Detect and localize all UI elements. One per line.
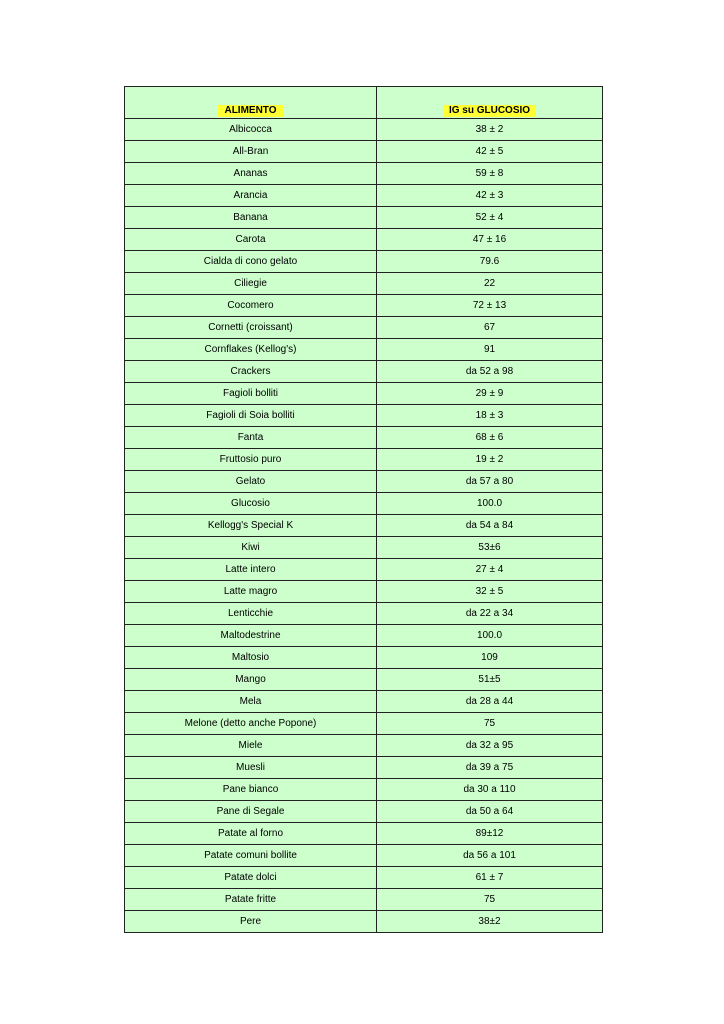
gi-value-cell: 47 ± 16 xyxy=(377,229,603,251)
food-name-cell: Pere xyxy=(125,911,377,933)
table-row xyxy=(125,449,603,471)
gi-value-cell: da 39 a 75 xyxy=(377,757,603,779)
table-row xyxy=(125,339,603,361)
gi-value-cell: da 30 a 110 xyxy=(377,779,603,801)
table-row xyxy=(125,427,603,449)
food-name-cell: Banana xyxy=(125,207,377,229)
glycemic-index-table xyxy=(124,86,603,933)
gi-value-cell: 79.6 xyxy=(377,251,603,273)
header-gi-label: IG su GLUCOSIO xyxy=(443,105,536,117)
food-name-cell: Maltosio xyxy=(125,647,377,669)
table-row xyxy=(125,603,603,625)
food-name-cell: Latte magro xyxy=(125,581,377,603)
gi-value-cell: 51±5 xyxy=(377,669,603,691)
table-row xyxy=(125,669,603,691)
header-cell-food xyxy=(125,87,377,119)
food-name-cell: Miele xyxy=(125,735,377,757)
gi-value-cell: 18 ± 3 xyxy=(377,405,603,427)
header-cell-gi xyxy=(377,87,603,119)
table-row xyxy=(125,163,603,185)
table-row xyxy=(125,559,603,581)
table-row xyxy=(125,471,603,493)
gi-value-cell: 61 ± 7 xyxy=(377,867,603,889)
table-row xyxy=(125,867,603,889)
table-row xyxy=(125,625,603,647)
table-row xyxy=(125,911,603,933)
food-name-cell: Muesli xyxy=(125,757,377,779)
food-name-cell: Albicocca xyxy=(125,119,377,141)
gi-value-cell: 38 ± 2 xyxy=(377,119,603,141)
food-name-cell: Patate al forno xyxy=(125,823,377,845)
table-row xyxy=(125,273,603,295)
table-row xyxy=(125,405,603,427)
table-body xyxy=(125,119,603,933)
gi-value-cell: 75 xyxy=(377,889,603,911)
food-name-cell: Fagioli bolliti xyxy=(125,383,377,405)
food-name-cell: All-Bran xyxy=(125,141,377,163)
table-row xyxy=(125,713,603,735)
table-row xyxy=(125,581,603,603)
gi-value-cell: 67 xyxy=(377,317,603,339)
table-row xyxy=(125,207,603,229)
food-name-cell: Fruttosio puro xyxy=(125,449,377,471)
table-row xyxy=(125,185,603,207)
food-name-cell: Patate fritte xyxy=(125,889,377,911)
table-row xyxy=(125,735,603,757)
table-row xyxy=(125,515,603,537)
gi-value-cell: 68 ± 6 xyxy=(377,427,603,449)
gi-value-cell: da 52 a 98 xyxy=(377,361,603,383)
gi-value-cell: da 22 a 34 xyxy=(377,603,603,625)
gi-value-cell: 32 ± 5 xyxy=(377,581,603,603)
gi-value-cell: 100.0 xyxy=(377,493,603,515)
food-name-cell: Mela xyxy=(125,691,377,713)
gi-value-cell: da 54 a 84 xyxy=(377,515,603,537)
food-name-cell: Cornflakes (Kellog's) xyxy=(125,339,377,361)
gi-value-cell: da 28 a 44 xyxy=(377,691,603,713)
food-name-cell: Kiwi xyxy=(125,537,377,559)
gi-value-cell: 100.0 xyxy=(377,625,603,647)
gi-value-cell: 72 ± 13 xyxy=(377,295,603,317)
table-row xyxy=(125,647,603,669)
food-name-cell: Kellogg's Special K xyxy=(125,515,377,537)
food-name-cell: Pane bianco xyxy=(125,779,377,801)
food-name-cell: Lenticchie xyxy=(125,603,377,625)
gi-value-cell: da 32 a 95 xyxy=(377,735,603,757)
table-row xyxy=(125,141,603,163)
food-name-cell: Crackers xyxy=(125,361,377,383)
table-row xyxy=(125,119,603,141)
gi-value-cell: 27 ± 4 xyxy=(377,559,603,581)
table-row xyxy=(125,493,603,515)
food-name-cell: Cialda di cono gelato xyxy=(125,251,377,273)
food-name-cell: Ananas xyxy=(125,163,377,185)
table-row xyxy=(125,823,603,845)
table-row xyxy=(125,383,603,405)
header-food-label: ALIMENTO xyxy=(218,105,282,117)
food-name-cell: Glucosio xyxy=(125,493,377,515)
food-name-cell: Fanta xyxy=(125,427,377,449)
gi-value-cell: 19 ± 2 xyxy=(377,449,603,471)
table-row xyxy=(125,801,603,823)
gi-value-cell: 38±2 xyxy=(377,911,603,933)
food-name-cell: Cornetti (croissant) xyxy=(125,317,377,339)
food-name-cell: Gelato xyxy=(125,471,377,493)
table-row xyxy=(125,889,603,911)
food-name-cell: Arancia xyxy=(125,185,377,207)
gi-value-cell: 22 xyxy=(377,273,603,295)
glycemic-index-sheet xyxy=(124,86,602,933)
gi-value-cell: 42 ± 5 xyxy=(377,141,603,163)
food-name-cell: Melone (detto anche Popone) xyxy=(125,713,377,735)
food-name-cell: Pane di Segale xyxy=(125,801,377,823)
table-row xyxy=(125,691,603,713)
table-row xyxy=(125,361,603,383)
table-row xyxy=(125,537,603,559)
gi-value-cell: 89±12 xyxy=(377,823,603,845)
food-name-cell: Maltodestrine xyxy=(125,625,377,647)
food-name-cell: Ciliegie xyxy=(125,273,377,295)
gi-value-cell: 59 ± 8 xyxy=(377,163,603,185)
food-name-cell: Cocomero xyxy=(125,295,377,317)
gi-value-cell: 75 xyxy=(377,713,603,735)
table-header-row xyxy=(125,87,603,119)
table-row xyxy=(125,317,603,339)
table-row xyxy=(125,295,603,317)
gi-value-cell: 42 ± 3 xyxy=(377,185,603,207)
table-row xyxy=(125,251,603,273)
gi-value-cell: 91 xyxy=(377,339,603,361)
gi-value-cell: 29 ± 9 xyxy=(377,383,603,405)
food-name-cell: Patate dolci xyxy=(125,867,377,889)
food-name-cell: Carota xyxy=(125,229,377,251)
table-row xyxy=(125,229,603,251)
gi-value-cell: 52 ± 4 xyxy=(377,207,603,229)
gi-value-cell: da 56 a 101 xyxy=(377,845,603,867)
table-row xyxy=(125,757,603,779)
food-name-cell: Fagioli di Soia bolliti xyxy=(125,405,377,427)
gi-value-cell: 109 xyxy=(377,647,603,669)
table-row xyxy=(125,779,603,801)
food-name-cell: Patate comuni bollite xyxy=(125,845,377,867)
food-name-cell: Mango xyxy=(125,669,377,691)
gi-value-cell: da 50 a 64 xyxy=(377,801,603,823)
gi-value-cell: da 57 a 80 xyxy=(377,471,603,493)
table-row xyxy=(125,845,603,867)
food-name-cell: Latte intero xyxy=(125,559,377,581)
gi-value-cell: 53±6 xyxy=(377,537,603,559)
